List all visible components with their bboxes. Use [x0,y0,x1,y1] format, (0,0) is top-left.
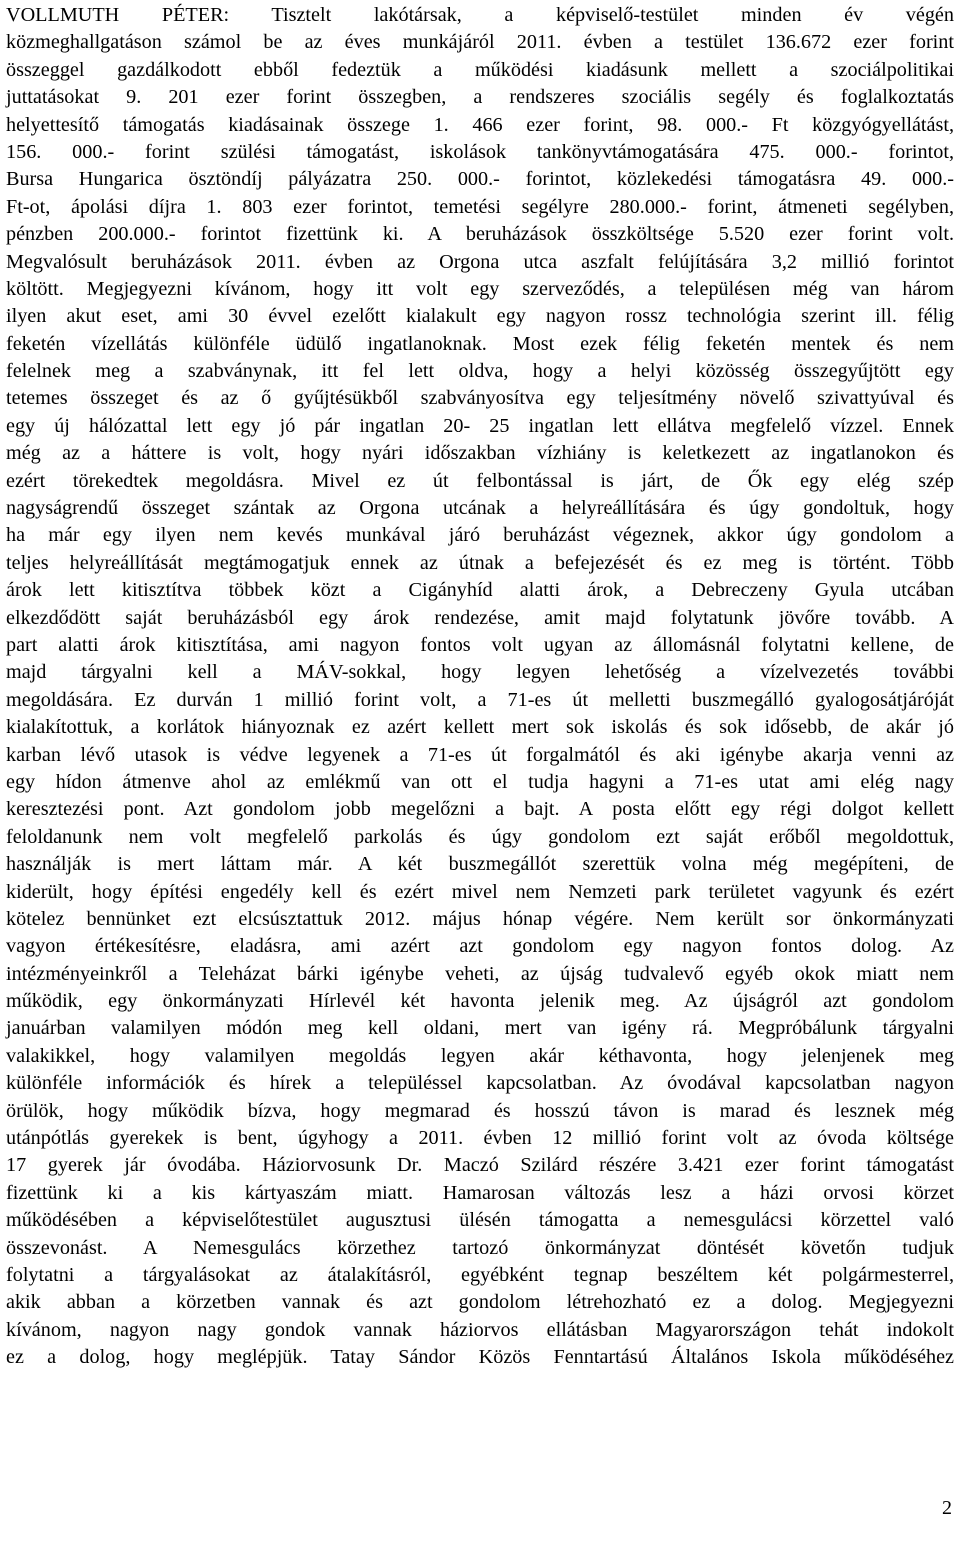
text-line: közmeghallgatáson számol be az éves munkájáról 2011. évben a testület 136.672 ezer forint [6,31,954,54]
text-line: egy hídon átmenve ahol az emlékmű van ott el tudja hagyni a 71-es utat ami elég nagy [6,770,954,793]
text-line: kívánom, nagyon nagy gondok vannak háziorvos ellátásban Magyarországon tehát indokolt [6,1318,954,1341]
text-line: különféle információk és hírek a településsel kapcsolatban. Az óvodával kapcsolatban nagyon [6,1072,954,1095]
text-line: 156. 000.- forint szülési támogatást, iskolások tankönyvtámogatására 475. 000.- forintot, [6,140,954,163]
text-line: valakikkel, hogy valamilyen megoldás legyen akár kéthavonta, hogy jelenjenek meg [6,1044,954,1067]
text-line: nagyságrendű összeget szántak az Orgona utcának a helyreállítására és úgy gondoltuk, hogy [6,497,954,520]
text-line: karban lévő utasok is védve legyenek a 71-es út forgalmától és aki igénybe akarja venni az [6,743,954,766]
text-line: feloldanunk nem volt megfelelő parkolás és úgy gondolom ezt saját erőből megoldottuk, [6,825,954,848]
text-line: működik, egy önkormányzati Hírlevél két havonta jelenik meg. Az újságról azt gondolom [6,990,954,1013]
text-line: összeggel gazdálkodott ebből fedeztük a működési kiadásunk mellett a szociálpolitikai [6,58,954,81]
text-line: Ft-ot, ápolási díjra 1. 803 ezer forintot, temetési segélyre 280.000.- forint, átmeneti segélyben, [6,195,954,218]
text-line: VOLLMUTH PÉTER: Tisztelt lakótársak, a képviselő-testület minden év végén [6,4,954,26]
text-line: ezért törekedtek megoldásra. Mivel ez út felbontással is járt, de Ők egy elég szép [6,469,954,492]
text-line: működésében a képviselőtestület augusztusi ülésén támogatta a nemesgulácsi körzettel való [6,1209,954,1232]
text-line: keresztezési pont. Azt gondolom jobb megelőzni a bajt. A posta előtt egy régi dolgot kellett [6,798,954,821]
text-line: utánpótlás gyerekek is bent, úgyhogy a 2011. évben 12 millió forint volt az óvoda költsége [6,1127,954,1150]
text-line: 17 gyerek jár óvodába. Háziorvosunk Dr. Maczó Szilárd részére 3.421 ezer forint támogatást [6,1154,954,1177]
text-line: feketén vízellátás különféle üdülő ingatlanoknak. Most ezek félig feketén mentek és nem [6,332,954,355]
text-line: januárban valamilyen módón meg kell oldani, mert van igény rá. Megpróbálunk tárgyalni [6,1017,954,1040]
body-text [6,2,954,1372]
text-line: ilyen akut eset, ami 30 évvel ezelőtt kialakult egy nagyon rossz technológia szerint ill. félig [6,305,954,328]
text-line: kötelez bennünket ezt elcsúsztattuk 2012. május hónap végére. Nem került sor önkormányzati [6,907,954,930]
text-line: Megvalósult beruházások 2011. évben az Orgona utca aszfalt felújítására 3,2 millió forintot [6,250,954,273]
text-line: használják is mert láttam már. A két buszmegállót szerettük volna még megépíteni, de [6,853,954,876]
text-line: megoldására. Ez durván 1 millió forint volt, a 71-es út melletti buszmegálló gyalogosátjáróját [6,688,954,711]
text-line: juttatásokat 9. 201 ezer forint összegben, a rendszeres szociális segély és foglalkoztatás [6,86,954,109]
text-line: helyettesítő támogatás kiadásainak összege 1. 466 ezer forint, 98. 000.- Ft közgyógyellátást, [6,113,954,136]
text-line: Bursa Hungarica ösztöndíj pályázatra 250. 000.- forintot, közlekedési támogatásra 49. 000.- [6,168,954,191]
text-line: tetemes összeget és az ő gyűjtésükből szabványosítva egy teljesítmény növelő szivattyúval és [6,387,954,410]
text-line: árok lett kitisztítva többek közt a Cigányhíd alatti árok, a Debreczeny Gyula utcában [6,579,954,602]
text-line: ha már egy ilyen nem kevés munkával járó beruházást végeznek, akkor úgy gondolom a [6,524,954,547]
text-line: kiderült, hogy építési engedély kell és ezért mivel nem Nemzeti park területet vagyunk és ezért [6,880,954,903]
text-line: majd tárgyalni kell a MÁV-sokkal, hogy legyen lehetőség a vízelvezetés további [6,661,954,684]
text-line: egy új hálózattal lett egy jó pár ingatlan 20- 25 ingatlan lett ellátva megfelelő vízzel. Ennek [6,414,954,437]
text-line: folytatni a tárgyalásokat az átalakításról, egyébként tegnap beszéltem két polgármesterrel, [6,1263,954,1286]
text-line: intézményeinkről a Teleházat bárki igénybe veheti, az újság tudvalevő egyéb okok miatt nem [6,962,954,985]
text-line: költött. Megjegyezni kívánom, hogy itt volt egy szerveződés, a településen még van három [6,277,954,300]
text-line: kialakítottuk, a korlátok hiányoznak ez azért kellett mert sok iskolás és sok idősebb, de akár jó [6,716,954,739]
text-line: még az a háttere is volt, hogy nyári időszakban vízhiány is keletkezett az ingatlanokon és [6,442,954,465]
text-line: akik abban a körzetben vannak és azt gondolom létrehozható ez a dolog. Megjegyezni [6,1291,954,1314]
text-line: örülök, hogy működik bízva, hogy megmarad és hosszú távon is marad és lesznek még [6,1099,954,1122]
text-line: pénzben 200.000.- forintot fizettünk ki. A beruházások összköltsége 5.520 ezer forint volt. [6,223,954,246]
text-line: ez a dolog, hogy meglépjük. Tatay Sándor Közös Fenntartású Általános Iskola működéséhez [6,1346,954,1369]
text-line: teljes helyreállítását megtámogatjuk ennek az útnak a befejezését és ez meg is történt. Több [6,551,954,574]
text-line: felelnek meg a szabványnak, itt fel lett oldva, hogy a helyi közösség összegyűjtött egy [6,360,954,383]
text-line: vagyon értékesítésre, eladásra, ami azért azt gondolom egy nagyon fontos dolog. Az [6,935,954,958]
text-line: part alatti árok kitisztítása, ami nagyon fontos volt ugyan az állomásnál folytatni kellene, de [6,633,954,656]
text-line: fizettünk ki a kis kártyaszám miatt. Hamarosan változás lesz a házi orvosi körzet [6,1181,954,1204]
text-line: elkezdődött saját beruházásból egy árok rendezése, amit majd folytatunk jövőre tovább. A [6,606,954,629]
page-number: 2 [942,1497,952,1519]
text-line: összevonást. A Nemesgulács körzethez tartozó önkormányzat döntését követőn tudjuk [6,1236,954,1259]
